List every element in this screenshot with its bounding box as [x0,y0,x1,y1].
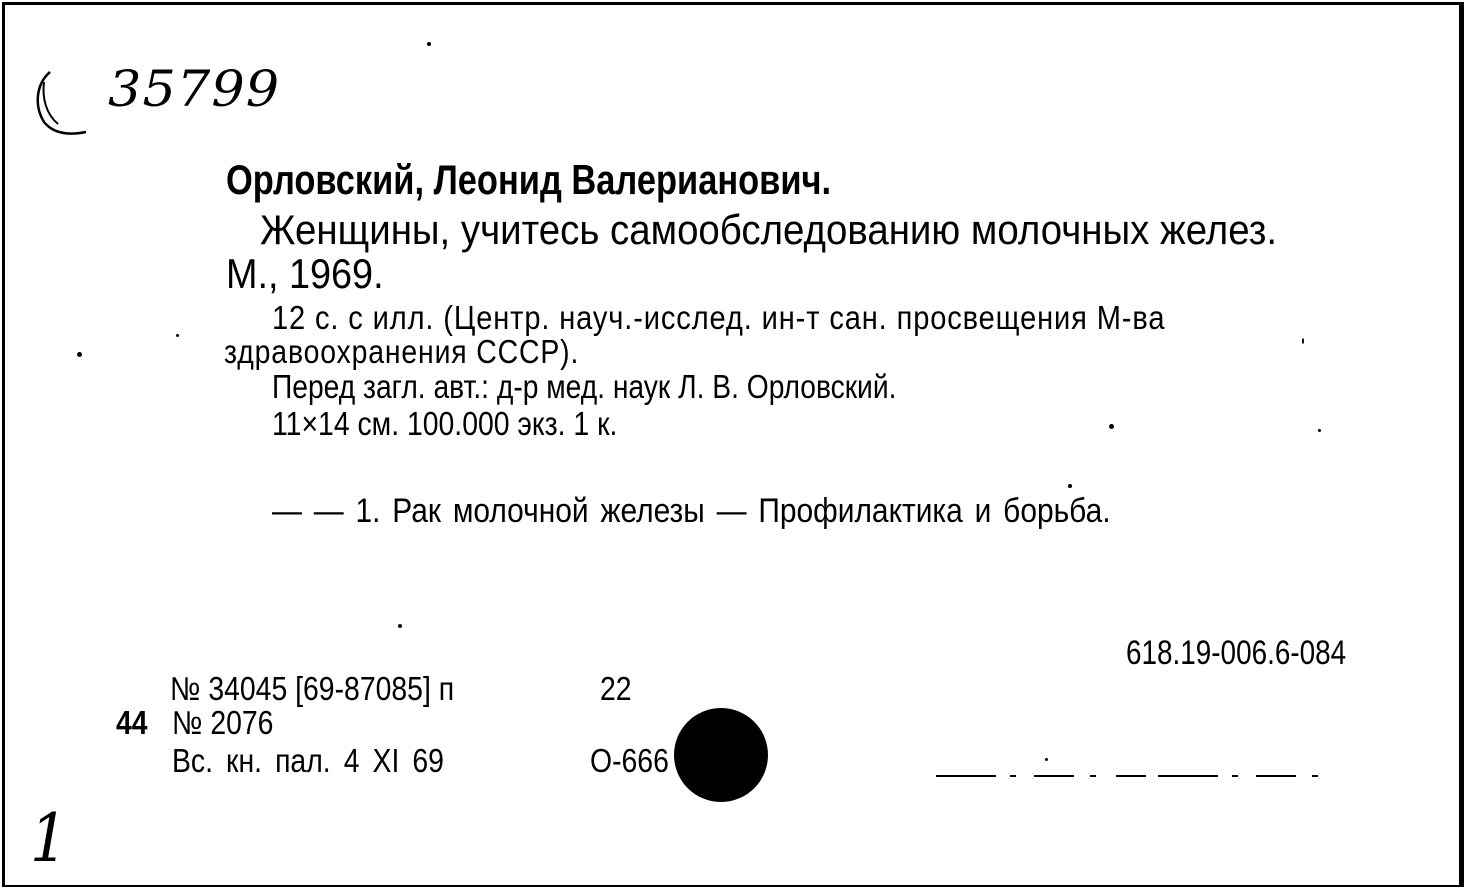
order-count: 22 [600,670,632,707]
ink-speck [176,334,179,337]
faint-dashed-line [936,772,1336,780]
handwritten-corner-mark: 1 [30,800,68,877]
author-note: Перед загл. авт.: д-р мед. наук Л. В. Орловский. [272,368,897,405]
subject-heading: — — 1. Рак молочной железы — Профилактика и борьба. [272,492,1111,530]
catalog-code: О-666 [590,742,669,779]
inventory-number: 35799 [108,60,281,118]
card-prefix: 44 [116,704,148,741]
author-heading: Орловский, Леонид Валерианович. [226,156,832,203]
ink-speck [1302,338,1304,344]
ink-speck [1109,424,1114,429]
punch-hole [674,708,768,802]
title-line-2: М., 1969. [226,250,384,297]
title-line-1: Женщины, учитесь самообследованию молочных желез. [260,206,1278,253]
book-chamber-line: Вс. кн. пал. 4 XI 69 [172,742,444,779]
ink-speck [1045,758,1048,761]
collation-line-1: 12 с. с илл. (Центр. науч.-исслед. ин-т сан. просвещения М-ва [272,299,1166,336]
ink-speck [1068,484,1072,488]
handwritten-bracket-mark [28,62,92,142]
ink-speck [398,624,402,628]
ink-speck [77,352,82,357]
order-number: № 34045 [69-87085] п [170,670,455,707]
ink-speck [1318,429,1321,432]
classification-code: 618.19-006.6-084 [1126,634,1347,672]
collation-line-2: здравоохранения СССР). [224,333,580,370]
ink-speck [427,42,431,46]
dimensions-and-print-run: 11×14 см. 100.000 экз. 1 к. [272,405,618,442]
card-number: № 2076 [172,704,274,741]
